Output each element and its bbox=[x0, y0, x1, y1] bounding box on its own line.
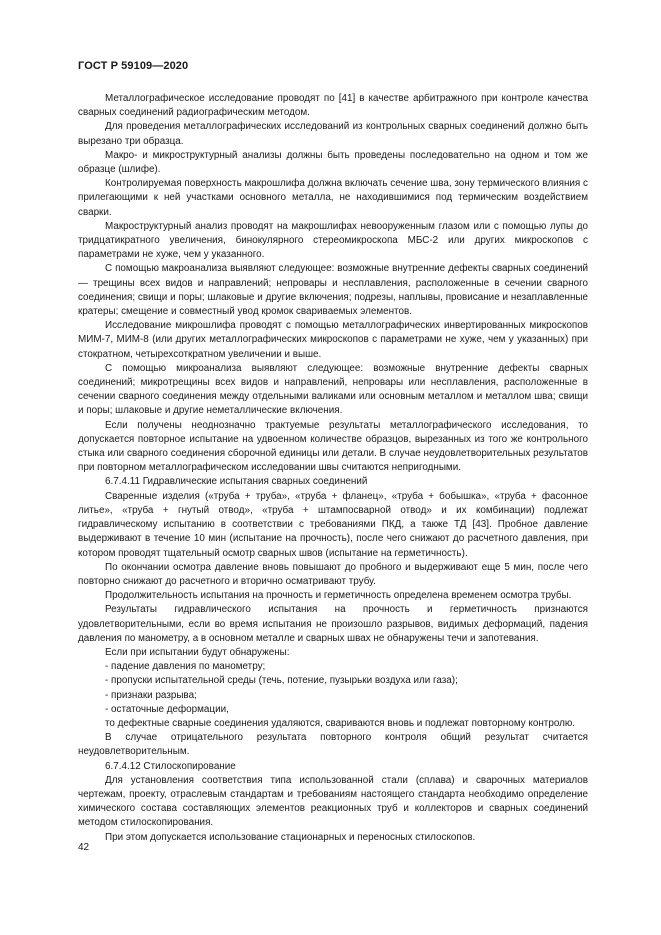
paragraph: Для проведения металлографических исследований из контрольных сварных соединений должно быть вырезано три образца. bbox=[78, 121, 588, 147]
paragraph: С помощью микроанализа выявляют следующее: возможные внутренние дефекты сварных соединений; микротрещины всех видов и направлений, непровары или несплавления, расположенные в сечении сварного соединения между отдельными валиками или основным металлом и металлом шва; свищи и поры; шлаковые и другие неметаллические включения. bbox=[78, 362, 588, 417]
paragraph: Сваренные изделия («труба + труба», «труба + фланец», «труба + бобышка», «труба + фасонное литье», «труба + гнутый отвод», «труба + штампосварной отвод» и их комбинации) подлежат гидравлическому испытанию в соответствии с требованиями ПКД, а также ТД [43]. Пробное давление выдерживают в течение 10 мин (испытание на прочность), после чего снижают до расчетного давления, при котором проводят тщательный осмотр сварных швов (испытание на герметичность). bbox=[78, 490, 588, 559]
list-item: - падение давления по манометру; bbox=[105, 661, 266, 673]
paragraph: Контролируемая поверхность макрошлифа должна включать сечение шва, зону термического влияния с прилегающими к ней участками основного металла, не находившимися под термическим воздействием сварки. bbox=[78, 178, 588, 218]
list-item: - пропуски испытательной среды (течь, потение, пузырьки воздуха или газа); bbox=[105, 675, 458, 687]
section-heading: 6.7.4.11 Гидравлические испытания сварных соединений bbox=[105, 476, 368, 488]
paragraph: Продолжительность испытания на прочность и герметичность определена временем осмотра трубы. bbox=[105, 590, 572, 602]
document-header: ГОСТ Р 59109—2020 bbox=[78, 60, 189, 72]
paragraph: Макро- и микроструктурный анализы должны быть проведены последовательно на одном и том же образце (шлифе). bbox=[78, 149, 588, 176]
paragraph: Макроструктурный анализ проводят на макрошлифах невооруженным глазом или с помощью лупы до тридцатикратного увеличения, бинокулярного стереомикроскопа МБС-2 или других микроскопов с параметрами не хуже, чем у указанного. bbox=[78, 220, 588, 261]
paragraph: По окончании осмотра давление вновь повышают до пробного и выдерживают еще 5 мин, после чего повторно снижают до расчетного и вторично осматривают трубу. bbox=[78, 561, 588, 587]
paragraph: то дефектные сварные соединения удаляются, свариваются вновь и подлежат повторному контролю. bbox=[105, 717, 576, 729]
paragraph: Если получены неоднозначно трактуемые результаты металлографического исследования, то допускается повторное испытание на удвоенном количестве образцов, вырезанных из того же контрольного стыка или сварного соединения сборочной единицы или детали. В случае неудовлетворительных результатов при повторном металлографическом исследовании швы считаются непригодными. bbox=[78, 419, 588, 474]
paragraph: В случае отрицательного результата повторного контроля общий результат считается неудовлетворительным. bbox=[78, 732, 588, 758]
paragraph: С помощью макроанализа выявляют следующее: возможные внутренние дефекты сварных соединений — трещины всех видов и направлений; непровары и несплавления, расположенные в сечении сварного соединения; свищи и поры; шлаковые и другие включения; подрезы, наплывы, провисание и незаплавленные кратеры; смещение и совместный увод кромок свариваемых элементов. bbox=[78, 263, 588, 318]
paragraph: Если при испытании будут обнаружены: bbox=[105, 646, 290, 658]
section-heading: 6.7.4.12 Стилоскопирование bbox=[105, 760, 236, 772]
page-number: 42 bbox=[78, 842, 90, 853]
list-item: - остаточные деформации, bbox=[105, 703, 229, 715]
paragraph: Для установления соответствия типа использованной стали (сплава) и сварочных материалов чертежам, проекту, отраслевым стандартам и требованиям настоящего стандарта необходимо определение химического состава составляющих элементов реакционных труб и коллекторов и сварных соединений методом стилоскопирования. bbox=[78, 774, 588, 829]
paragraph: Исследование микрошлифа проводят с помощью металлографических инвертированных микроскопов МИМ-7, МИМ-8 (или других металлографических микроскопов с параметрами не хуже, чем у указанных) при стократном, четырехсоткратном увеличении и выше. bbox=[78, 320, 588, 360]
document-body bbox=[78, 92, 588, 845]
list-item: - признаки разрыва; bbox=[105, 689, 197, 701]
paragraph: Результаты гидравлического испытания на прочность и герметичность признаются удовлетворительными, если во время испытания не произошло разрывов, видимых деформаций, падения давления по манометру, а в основном металле и сварных швах не обнаружены течи и запотевания. bbox=[78, 604, 588, 644]
paragraph: Металлографическое исследование проводят по [41] в качестве арбитражного при контроле качества сварных соединений радиографическим методом. bbox=[78, 93, 588, 119]
paragraph: При этом допускается использование стационарных и переносных стилоскопов. bbox=[105, 831, 476, 843]
